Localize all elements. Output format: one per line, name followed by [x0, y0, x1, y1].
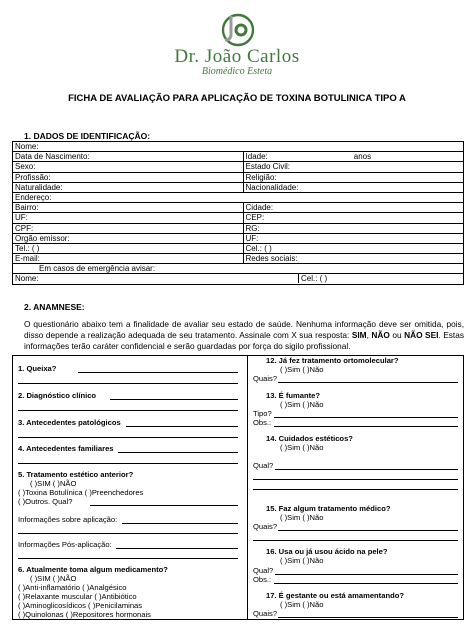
question-17: 17. É gestante ou está amamentando?	[266, 591, 404, 600]
q13-obs-label: Obs.:	[253, 418, 272, 427]
answer-line[interactable]	[126, 426, 238, 427]
answer-line[interactable]	[274, 417, 458, 418]
question-16: 16. Usa ou já usou ácido na pele?	[266, 547, 388, 556]
q15-yes-no[interactable]: ( )Sim ( )Não	[280, 513, 324, 522]
field-orgao-emissor[interactable]: Orgão emissor:	[13, 233, 244, 243]
field-nome[interactable]: Nome:	[13, 142, 464, 152]
answer-line[interactable]	[116, 548, 238, 549]
question-12: 12. Já fez tratamento ortomolecular?	[266, 356, 399, 365]
field-emergency-contact[interactable]	[13, 274, 464, 284]
field-data-nascimento[interactable]: Data de Nascimento:	[13, 152, 244, 162]
field-emergency-cel[interactable]: Cel.: ( )	[301, 274, 328, 284]
q5-info-pos: Informações Pós-aplicação:	[18, 540, 112, 549]
q5-yes-no[interactable]: ( )SIM ( )NÃO	[30, 479, 77, 488]
q6-options-2[interactable]: ( )Relaxante muscular ( )Antibiótico	[18, 592, 137, 601]
q17-quais-label: Quais?	[253, 609, 278, 618]
answer-line[interactable]	[274, 426, 458, 427]
answer-line[interactable]	[18, 410, 238, 411]
answer-line[interactable]	[275, 469, 458, 470]
q6-options-3[interactable]: ( )Aminoglicosídicos ( )Penicilaminas	[18, 601, 143, 610]
answer-line[interactable]	[253, 540, 458, 541]
field-estado-civil[interactable]: Estado Civil:	[243, 162, 463, 172]
emergency-label: Em casos de emergência avisar:	[13, 264, 464, 274]
q12-quais-label: Quais?	[253, 374, 278, 383]
field-endereco[interactable]: Endereço:	[13, 192, 464, 202]
identification-table	[12, 141, 464, 285]
field-emergency-nome[interactable]: Nome:	[13, 274, 299, 283]
field-tel[interactable]: Tel.: ( )	[13, 243, 244, 253]
field-uf-emissor[interactable]: UF:	[243, 233, 463, 243]
field-cel[interactable]: Cel.: ( )	[243, 243, 463, 253]
question-15: 15. Faz algum tratamento médico?	[266, 504, 391, 513]
q14-qual-label: Qual?	[253, 461, 274, 470]
q16-yes-no[interactable]: ( )Sim ( )Não	[280, 556, 324, 565]
q17-yes-no[interactable]: ( )Sim ( )Não	[280, 600, 324, 609]
question-1: 1. Queixa?	[18, 364, 57, 373]
answer-line[interactable]	[18, 383, 238, 384]
field-nacionalidade[interactable]: Nacionalidade:	[243, 182, 463, 192]
answer-line[interactable]	[275, 574, 458, 575]
q5-info-aplicacao: Informações sobre aplicação:	[18, 515, 118, 524]
field-cidade[interactable]: Cidade:	[243, 203, 463, 213]
answer-line[interactable]	[18, 533, 238, 534]
answer-line[interactable]	[122, 523, 238, 524]
answer-line[interactable]	[90, 505, 238, 506]
anamnese-intro: O questionário abaixo tem a finalidade de avaliar seu estado de saúde. Nenhuma informação deve ser omitida, pois, disso depende a realização adequada de seu tratamento. Assinale com X sua resposta: SIM, NÃO ou NÃO SEI. Estas informações terão caráter confidencial e serão guardadas por força do sigilo profissional.	[24, 319, 464, 352]
answer-line[interactable]	[253, 489, 458, 490]
answer-line[interactable]	[18, 463, 238, 464]
question-3: 3. Antecedentes patológicos	[18, 418, 121, 427]
field-sexo[interactable]: Sexo:	[13, 162, 244, 172]
q13-yes-no[interactable]: ( )Sim ( )Não	[280, 400, 324, 409]
brand-subtitle: Biomédico Esteta	[201, 66, 273, 77]
q13-tipo-label: Tipo?	[253, 409, 272, 418]
q6-yes-no[interactable]: ( )SIM ( )NÃO	[30, 574, 77, 583]
answer-line[interactable]	[18, 558, 238, 559]
section-anamnese-heading: 2. ANAMNESE:	[24, 302, 85, 312]
question-2: 2. Diagnóstico clínico	[18, 391, 97, 400]
field-idade[interactable]: Idade: anos	[243, 152, 463, 162]
field-email[interactable]: E-mail:	[13, 254, 244, 264]
answer-line[interactable]	[278, 530, 458, 531]
q14-yes-no[interactable]: ( )Sim ( )Não	[280, 443, 324, 452]
question-13: 13. É fumante?	[266, 391, 321, 400]
q6-options-1[interactable]: ( )Anti-inflamatório ( )Analgésico	[18, 583, 127, 592]
answer-line[interactable]	[78, 372, 238, 373]
column-divider	[247, 355, 248, 620]
brand-name: Dr. João Carlos	[174, 46, 300, 67]
q16-obs-label: Obs.:	[253, 575, 272, 584]
answer-line[interactable]	[118, 452, 238, 453]
section-identification-heading: 1. DADOS DE IDENTIFICAÇÃO:	[24, 131, 151, 141]
q16-qual-label: Qual?	[253, 566, 274, 575]
field-rg[interactable]: RG:	[243, 223, 463, 233]
answer-line[interactable]	[253, 479, 458, 480]
answer-line[interactable]	[274, 583, 458, 584]
field-bairro[interactable]: Bairro:	[13, 203, 244, 213]
document-title: FICHA DE AVALIAÇÃO PARA APLICAÇÃO DE TOXINA BOTULINICA TIPO A	[68, 93, 406, 104]
q12-yes-no[interactable]: ( )Sim ( )Não	[280, 365, 324, 374]
field-religiao[interactable]: Religião:	[243, 172, 463, 182]
q15-quais-label: Quais?	[253, 522, 278, 531]
question-4: 4. Antecedentes familiares	[18, 444, 114, 453]
q6-options-4[interactable]: ( )Quinolonas ( )Repositores hormonais	[18, 610, 151, 619]
field-uf[interactable]: UF:	[13, 213, 244, 223]
answer-line[interactable]	[278, 617, 458, 618]
q5-options-1[interactable]: ( )Toxina Botulínica ( )Preenchedores	[18, 488, 144, 497]
field-cpf[interactable]: CPF:	[13, 223, 244, 233]
field-profissao[interactable]: Profissão:	[13, 172, 244, 182]
question-6: 6. Atualmente toma algum medicamento?	[18, 565, 168, 574]
field-cep[interactable]: CEP:	[243, 213, 463, 223]
question-14: 14. Cuidados estéticos?	[266, 434, 353, 443]
field-naturalidade[interactable]: Naturalidade:	[13, 182, 244, 192]
answer-line[interactable]	[278, 382, 458, 383]
answer-line[interactable]	[18, 437, 238, 438]
answer-line[interactable]	[110, 399, 238, 400]
question-5: 5. Tratamento estético anterior?	[18, 470, 134, 479]
field-redes-sociais[interactable]: Redes sociais:	[243, 254, 463, 264]
q5-options-2[interactable]: ( )Outros. Qual?	[18, 497, 73, 506]
